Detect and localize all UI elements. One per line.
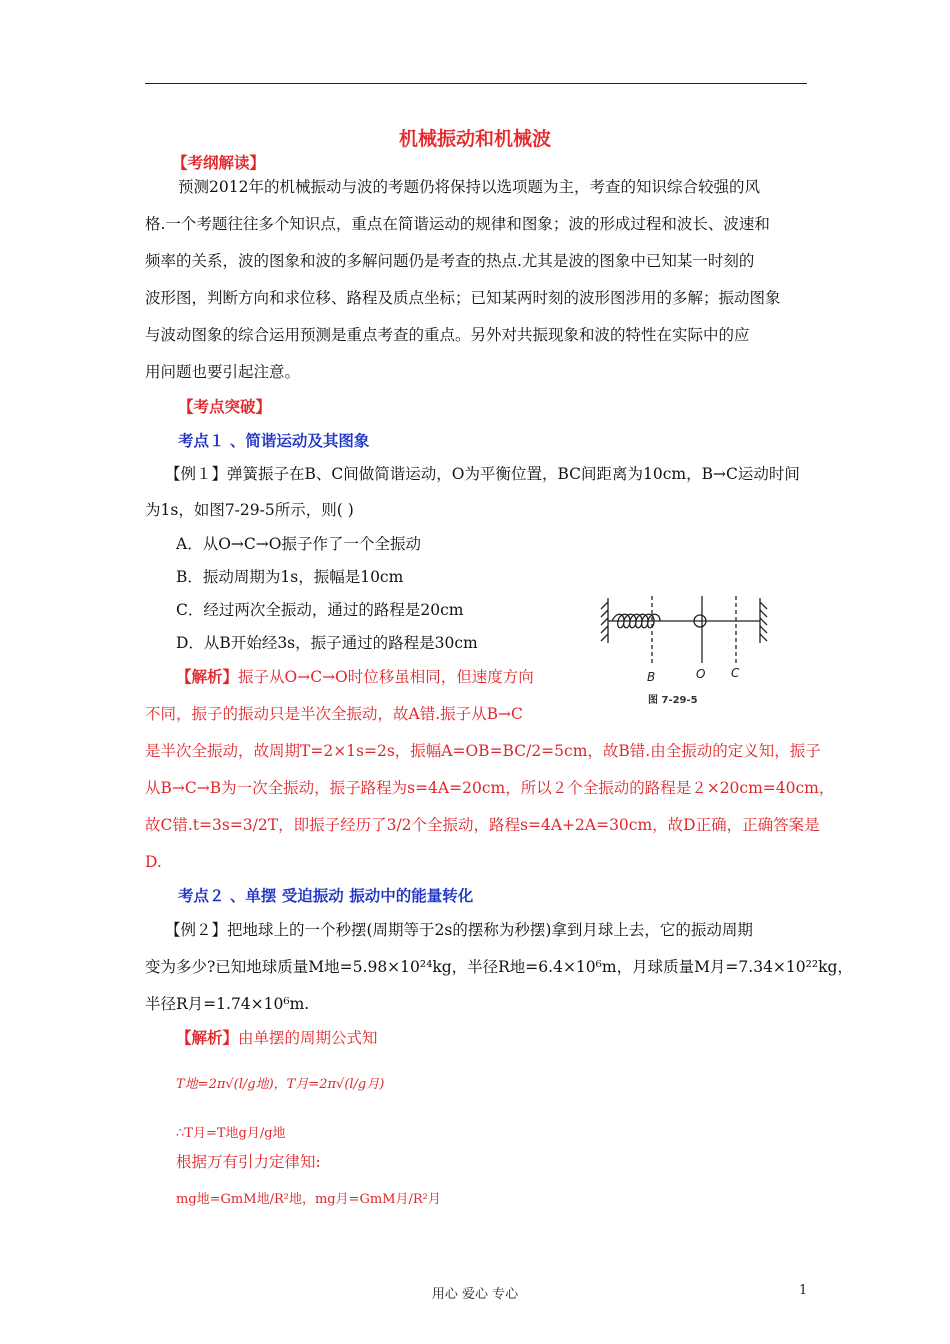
analysis-label: 【解析】 — [176, 668, 239, 686]
spring-oscillator-figure — [600, 588, 775, 722]
analysis1-line: 不同，振子的振动只是半次全振动，故A错.振子从B→C — [145, 705, 523, 723]
option-b: B．振动周期为1s，振幅是10cm — [176, 568, 404, 586]
analysis1-line: 是半次全振动，故周期T=2×1s=2s，振幅A=OB=BC/2=5cm，故B错.由全振动的定义知，振子 — [145, 742, 821, 760]
analysis1-first-line: 【解析】振子从O→C→O时位移虽相同，但速度方向 — [176, 668, 534, 686]
section-heading-breakthrough: 【考点突破】 — [178, 398, 272, 416]
paragraph-line: 频率的关系，波的图象和波的多解问题仍是考查的热点.尤其是波的图象中已知某一时刻的 — [145, 252, 755, 270]
gravitation-law-line: 根据万有引力定律知: — [176, 1153, 321, 1171]
paragraph-line: 与波动图象的综合运用预测是重点考查的重点。另外对共振现象和波的特性在实际中的应 — [145, 326, 750, 344]
example1-line: 为1s，如图7-29-5所示，则( ) — [145, 501, 354, 519]
example2-line: 变为多少?已知地球质量M地=5.98×10²⁴kg，半径R地=6.4×10⁶m，月球质量M月=7.34×10²²kg， — [145, 958, 853, 976]
analysis1-line: 从B→C→B为一次全振动，振子路程为s=4A=20cm，所以２个全振动的路程是２×20cm=40cm， — [145, 779, 835, 797]
figure-label-b: B — [647, 670, 656, 684]
example2-line: 半径R月=1.74×10⁶m. — [145, 995, 310, 1013]
gravity-formula: mg地=GmM地/R²地，mg月=GmM月/R²月 — [176, 1192, 441, 1207]
paragraph-line: 预测2012年的机械振动与波的考题仍将保持以选项题为主，考查的知识综合较强的风 — [178, 178, 760, 196]
example2-line: 【例２】把地球上的一个秒摆(周期等于2s的摆称为秒摆)拿到月球上去，它的振动周期 — [165, 921, 753, 939]
period-formula: T地=2π√(l/g地)，T月=2π√(l/g月) — [176, 1077, 385, 1092]
point2-heading: 考点２ 、单摆 受迫振动 振动中的能量转化 — [178, 887, 474, 905]
option-a: A．从O→C→O振子作了一个全振动 — [176, 535, 421, 553]
example1-line: 【例１】弹簧振子在B、C间做简谐运动，O为平衡位置，BC间距离为10cm，B→C运动时间 — [165, 465, 800, 483]
figure-label-o: O — [696, 667, 706, 681]
option-c: C．经过两次全振动，通过的路程是20cm — [176, 601, 464, 619]
figure-caption: 图 7-29-5 — [648, 695, 698, 706]
page-title: 机械振动和机械波 — [398, 128, 551, 150]
figure-label-c: C — [731, 666, 740, 680]
analysis2-first-line: 【解析】由单摆的周期公式知 — [176, 1029, 378, 1047]
analysis1-line: D. — [145, 853, 162, 871]
paragraph-line: 波形图，判断方向和求位移、路程及质点坐标；已知某两时刻的波形图涉用的多解；振动图象 — [145, 289, 781, 307]
header-rule — [145, 83, 807, 84]
footer-slogan: 用心 爱心 专心 — [431, 1287, 519, 1302]
paragraph-line: 格.一个考题往往多个知识点，重点在简谐运动的规律和图象；波的形成过程和波长、波速和 — [145, 215, 770, 233]
page-number: 1 — [799, 1283, 808, 1298]
ratio-formula: ∴T月=T地g月/g地 — [176, 1126, 286, 1141]
option-d: D．从B开始经3s，振子通过的路程是30cm — [176, 634, 478, 652]
point1-heading: 考点１ 、简谐运动及其图象 — [178, 432, 370, 450]
paragraph-line: 用问题也要引起注意。 — [145, 363, 301, 381]
section-heading-outline: 【考纲解读】 — [172, 154, 266, 172]
analysis-label: 【解析】 — [176, 1029, 239, 1047]
analysis1-line: 故C错.t=3s=3/2T，即振子经历了3/2个全振动，路程s=4A+2A=30cm，故D正确，正确答案是 — [145, 816, 820, 834]
